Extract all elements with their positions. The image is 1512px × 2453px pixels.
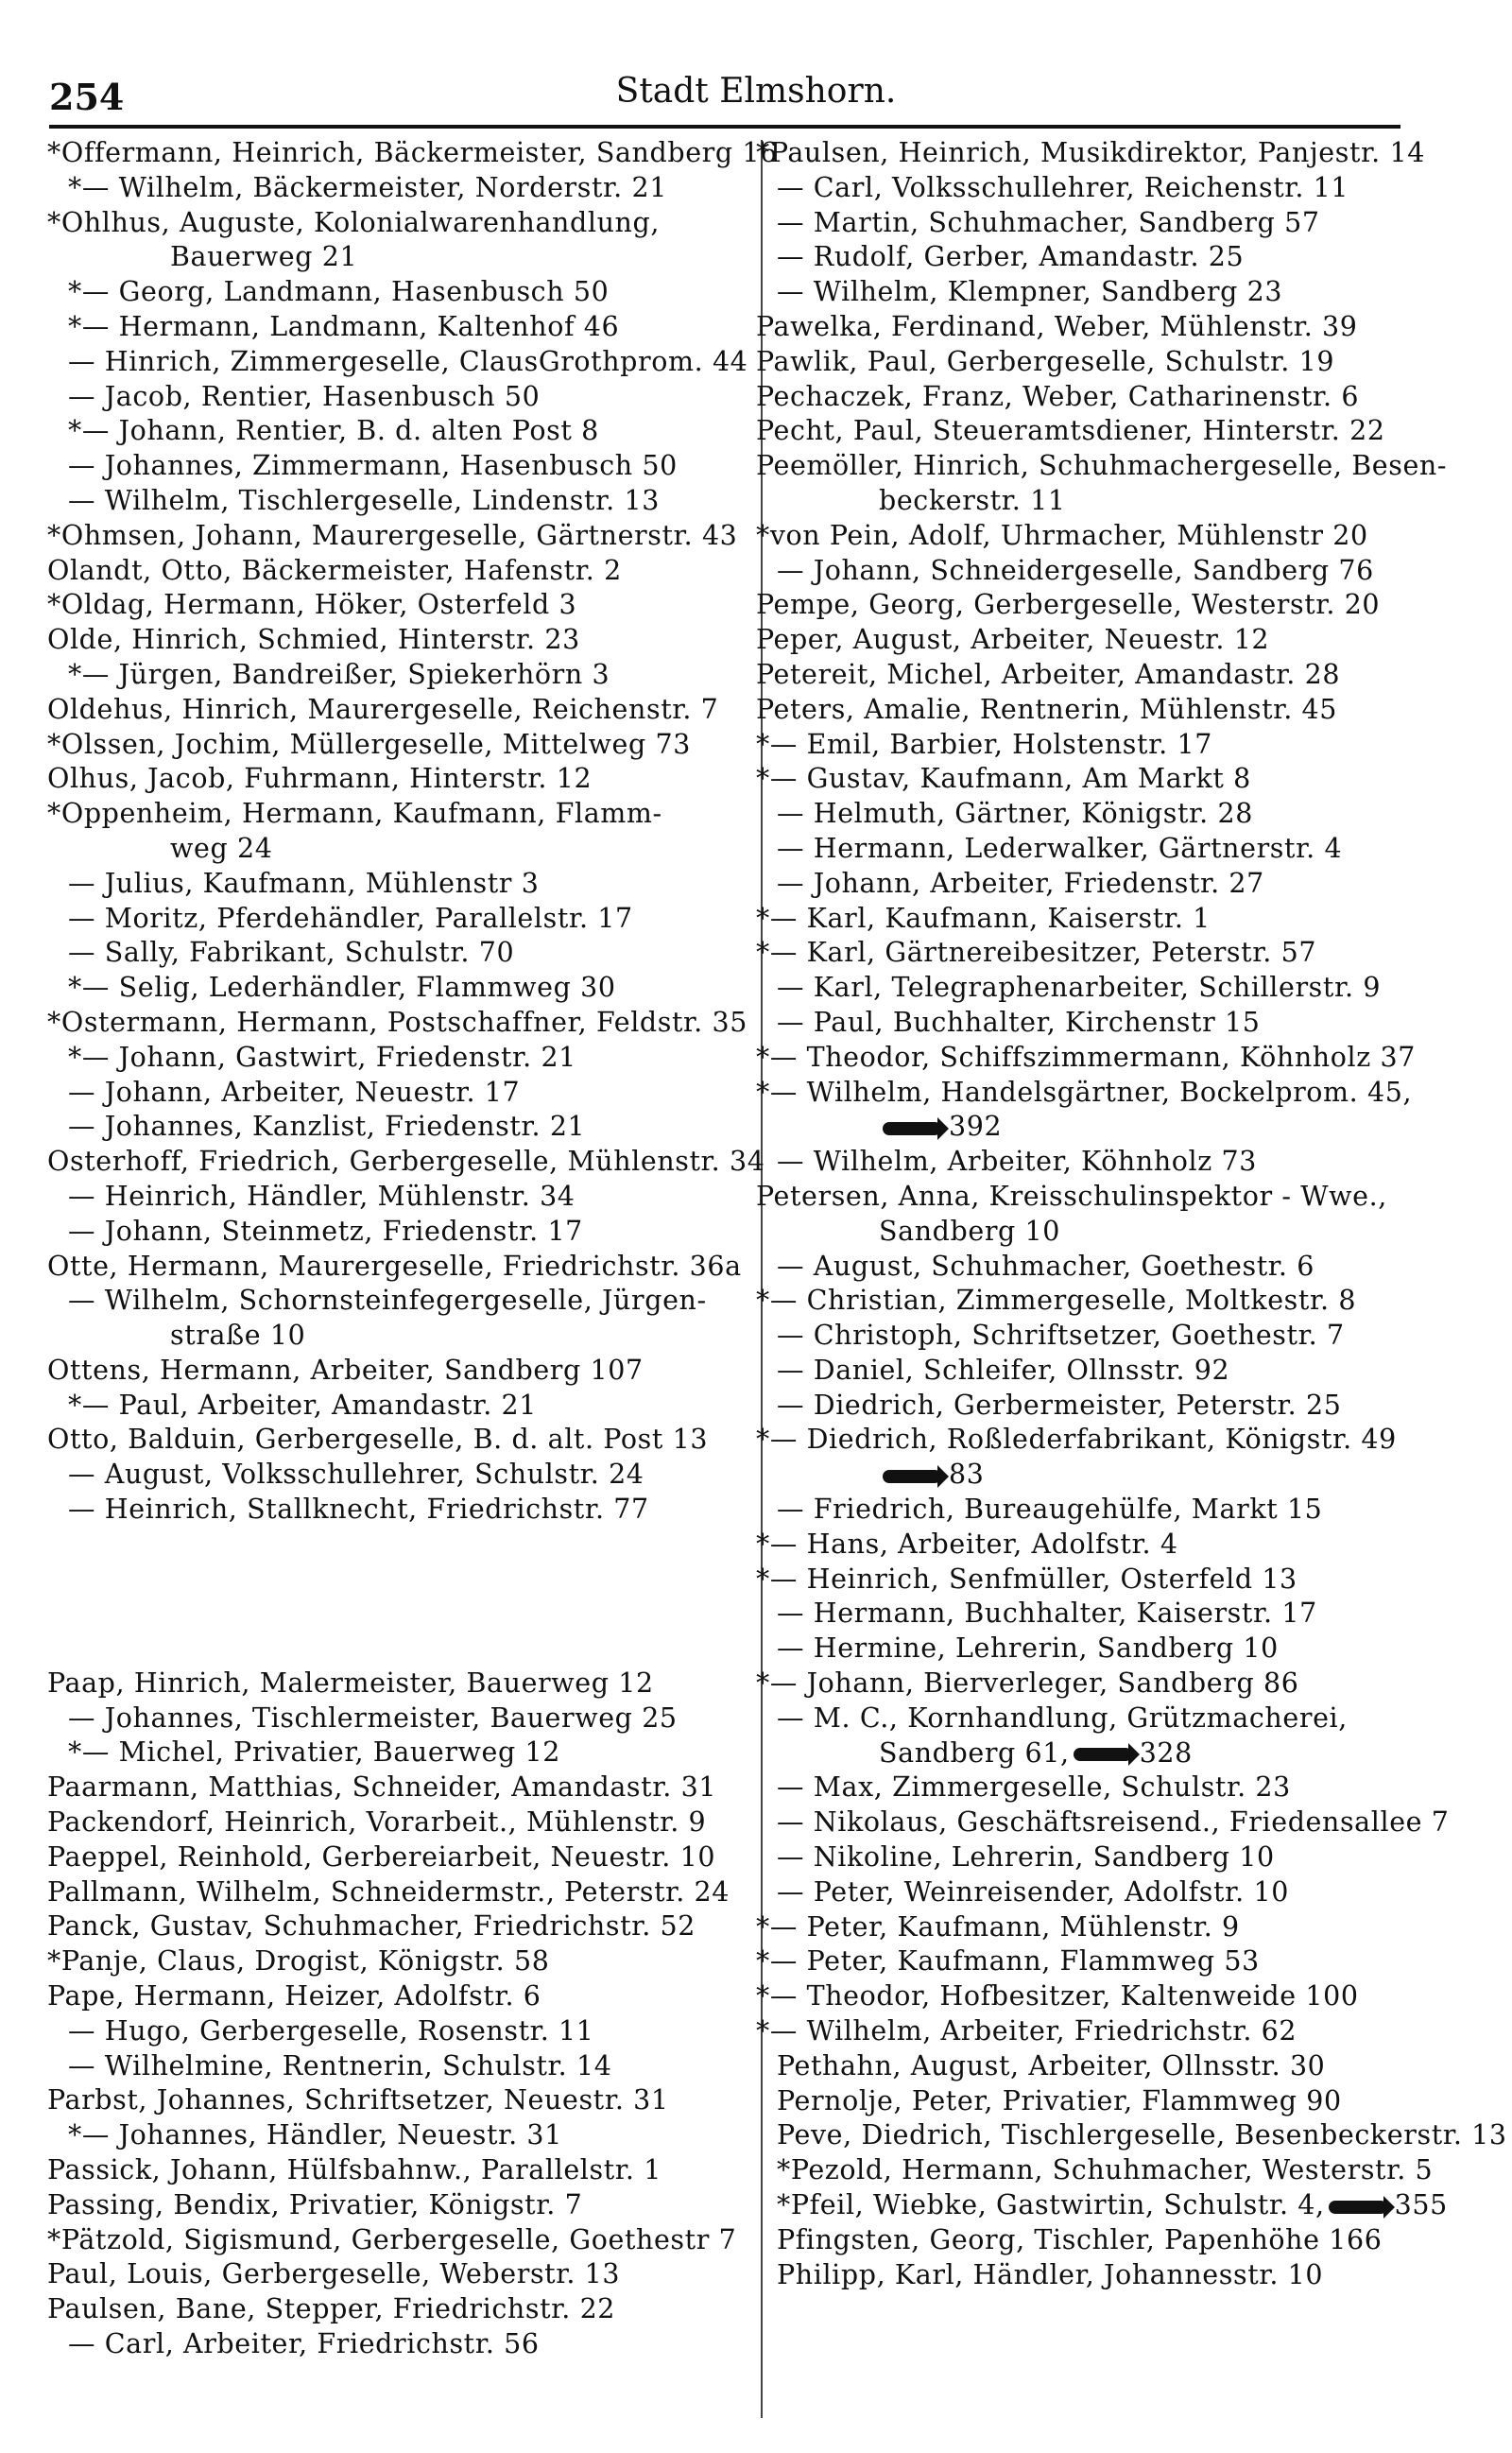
directory-entry: Ottens, Hermann, Arbeiter, Sandberg 107 — [47, 1354, 644, 1386]
directory-entry: *Pezold, Hermann, Schuhmacher, Westerstr. 5 — [777, 2154, 1434, 2186]
directory-entry: *— Selig, Lederhändler, Flammweg 30 — [68, 972, 616, 1004]
directory-entry: *— Paul, Arbeiter, Amandastr. 21 — [68, 1389, 537, 1421]
directory-entry: — August, Volksschullehrer, Schulstr. 24 — [68, 1459, 644, 1491]
directory-entry: — Wilhelm, Tischlergeselle, Lindenstr. 13 — [68, 484, 660, 516]
left-column — [47, 136, 778, 2362]
directory-entry: Petereit, Michel, Arbeiter, Amandastr. 28 — [756, 658, 1341, 690]
directory-entry: — Johannes, Zimmermann, Hasenbusch 50 — [68, 450, 678, 482]
directory-entry: Petersen, Anna, Kreisschulinspektor - Wwe., — [756, 1180, 1387, 1212]
directory-entry: Paul, Louis, Gerbergeselle, Weberstr. 13 — [47, 2258, 621, 2290]
directory-entry: — Peter, Weinreisender, Adolfstr. 10 — [777, 1875, 1289, 1908]
directory-entry: *— Johannes, Händler, Neuestr. 31 — [68, 2119, 562, 2151]
directory-entry: *— Johann, Rentier, B. d. alten Post 8 — [68, 415, 599, 447]
directory-entry: Paeppel, Reinhold, Gerbereiarbeit, Neuestr. 10 — [47, 1840, 716, 1873]
directory-entry: *Paulsen, Heinrich, Musikdirektor, Panjestr. 14 — [756, 137, 1425, 168]
directory-entry: — Sally, Fabrikant, Schulstr. 70 — [68, 937, 515, 969]
right-column — [756, 136, 1507, 2292]
directory-entry: *Oppenheim, Hermann, Kaufmann, Flamm- — [47, 798, 662, 830]
directory-entry: Parbst, Johannes, Schriftsetzer, Neuestr. 31 — [47, 2084, 669, 2116]
directory-entry: *— Hermann, Landmann, Kaltenhof 46 — [68, 310, 620, 342]
directory-entry: — Diedrich, Gerbermeister, Peterstr. 25 — [777, 1389, 1342, 1421]
directory-entry: Pape, Hermann, Heizer, Adolfstr. 6 — [47, 1980, 541, 2012]
directory-entry: — Hermann, Lederwalker, Gärtnerstr. 4 — [777, 832, 1343, 864]
directory-entry: *Olssen, Jochim, Müllergeselle, Mittelweg 73 — [47, 728, 691, 760]
section-gap — [47, 1528, 754, 1667]
header-rule — [49, 125, 1400, 129]
directory-entry: Peemöller, Hinrich, Schuhmachergeselle, Besen- — [756, 450, 1448, 482]
directory-entry: — Hermine, Lehrerin, Sandberg 10 — [777, 1632, 1279, 1665]
directory-entry: — Wilhelm, Arbeiter, Köhnholz 73 — [777, 1146, 1257, 1178]
directory-entry: — Johannes, Kanzlist, Friedenstr. 21 — [68, 1111, 586, 1143]
directory-entry: Packendorf, Heinrich, Vorarbeit., Mühlenstr. 9 — [47, 1806, 707, 1839]
directory-entry: Otto, Balduin, Gerbergeselle, B. d. alt. Post 13 — [47, 1424, 709, 1456]
directory-entry: Paap, Hinrich, Malermeister, Bauerweg 12 — [47, 1667, 654, 1699]
directory-entry: — Paul, Buchhalter, Kirchenstr 15 — [777, 1006, 1261, 1038]
directory-entry: *— Wilhelm, Arbeiter, Friedrichstr. 62 — [756, 2015, 1297, 2047]
directory-entry: Paulsen, Bane, Stepper, Friedrichstr. 22 — [47, 2293, 616, 2325]
directory-entry: Passing, Bendix, Privatier, Königstr. 7 — [47, 2188, 583, 2220]
directory-entry: *— Wilhelm, Bäckermeister, Norderstr. 21 — [68, 171, 667, 203]
directory-entry: — Heinrich, Händler, Mühlenstr. 34 — [68, 1180, 576, 1212]
directory-entry: *— Johann, Gastwirt, Friedenstr. 21 — [68, 1041, 576, 1073]
directory-entry: — Rudolf, Gerber, Amandastr. 25 — [777, 241, 1245, 273]
directory-entry: — Nikolaus, Geschäftsreisend., Friedensallee 7 — [777, 1806, 1450, 1839]
directory-entry: Pfingsten, Georg, Tischler, Papenhöhe 166 — [777, 2223, 1383, 2255]
directory-entry: Pallmann, Wilhelm, Schneidermstr., Peterstr. 24 — [47, 1875, 730, 1908]
telephone-number: 355 — [1394, 2189, 1448, 2221]
telephone-reference — [756, 2188, 1484, 2223]
directory-entry-continuation: weg 24 — [170, 832, 273, 864]
directory-entry: *— Christian, Zimmergeselle, Moltkestr. 8 — [756, 1285, 1357, 1317]
directory-entry: — Moritz, Pferdehändler, Parallelstr. 17 — [68, 902, 633, 934]
directory-entry: Olde, Hinrich, Schmied, Hinterstr. 23 — [47, 624, 580, 656]
directory-entry: Pechaczek, Franz, Weber, Catharinenstr. 6 — [756, 380, 1360, 412]
directory-entry: Pethahn, August, Arbeiter, Ollnsstr. 30 — [777, 2049, 1326, 2082]
directory-entry: *— Jürgen, Bandreißer, Spiekerhörn 3 — [68, 658, 610, 690]
telephone-reference — [756, 1736, 1484, 1771]
directory-entry: — Wilhelm, Klempner, Sandberg 23 — [777, 276, 1283, 308]
directory-entry: Pernolje, Peter, Privatier, Flammweg 90 — [777, 2084, 1342, 2116]
directory-entry: *Panje, Claus, Drogist, Königstr. 58 — [47, 1945, 550, 1978]
directory-entry: *von Pein, Adolf, Uhrmacher, Mühlenstr 20 — [756, 519, 1368, 551]
directory-entry: Peters, Amalie, Rentnerin, Mühlenstr. 45 — [756, 693, 1338, 725]
directory-entry-continuation: Sandberg 10 — [879, 1215, 1061, 1247]
directory-entry: *— Theodor, Schiffszimmermann, Köhnholz 37 — [756, 1041, 1416, 1073]
directory-entry: *— Gustav, Kaufmann, Am Markt 8 — [756, 763, 1251, 795]
directory-entry: *Ostermann, Hermann, Postschaffner, Feldstr. 35 — [47, 1006, 747, 1038]
directory-entry: — Carl, Volksschullehrer, Reichenstr. 11 — [777, 171, 1349, 203]
directory-entry: — Max, Zimmergeselle, Schulstr. 23 — [777, 1771, 1291, 1804]
directory-entry: — Martin, Schuhmacher, Sandberg 57 — [777, 206, 1320, 238]
directory-entry: *— Johann, Bierverleger, Sandberg 86 — [756, 1667, 1299, 1700]
directory-entry: Philipp, Karl, Händler, Johannesstr. 10 — [777, 2258, 1324, 2290]
directory-entry: — August, Schuhmacher, Goethestr. 6 — [777, 1250, 1314, 1282]
directory-entry: — Karl, Telegraphenarbeiter, Schillerstr. 9 — [777, 972, 1382, 1004]
telephone-number: 392 — [949, 1111, 1003, 1143]
directory-entry: *Ohmsen, Johann, Maurergeselle, Gärtnerstr. 43 — [47, 519, 738, 551]
directory-entry: Olandt, Otto, Bäckermeister, Hafenstr. 2 — [47, 554, 622, 586]
directory-entry: — Heinrich, Stallknecht, Friedrichstr. 77 — [68, 1494, 649, 1526]
directory-entry: Paarmann, Matthias, Schneider, Amandastr. 31 — [47, 1771, 717, 1804]
directory-entry: — Julius, Kaufmann, Mühlenstr 3 — [68, 867, 540, 899]
directory-entry: *— Karl, Gärtnereibesitzer, Peterstr. 57 — [756, 937, 1317, 969]
directory-entry: *Oldag, Hermann, Höker, Osterfeld 3 — [47, 589, 577, 621]
telephone-reference — [756, 1458, 1484, 1493]
directory-entry: — Jacob, Rentier, Hasenbusch 50 — [68, 380, 541, 412]
telephone-number: 328 — [1139, 1736, 1193, 1769]
telephone-reference — [756, 1110, 1484, 1145]
directory-entry: *— Hans, Arbeiter, Adolfstr. 4 — [756, 1528, 1178, 1560]
directory-entry: Olhus, Jacob, Fuhrmann, Hinterstr. 12 — [47, 763, 593, 795]
directory-entry: Peper, August, Arbeiter, Neuestr. 12 — [756, 624, 1270, 656]
directory-entry: — Christoph, Schriftsetzer, Goethestr. 7 — [777, 1320, 1345, 1352]
directory-entry: *Ohlhus, Auguste, Kolonialwarenhandlung, — [47, 206, 660, 238]
directory-entry: *— Diedrich, Roßlederfabrikant, Königstr. 49 — [756, 1424, 1397, 1456]
directory-entry-continuation: beckerstr. 11 — [879, 484, 1066, 516]
directory-entry: — Nikoline, Lehrerin, Sandberg 10 — [777, 1841, 1275, 1874]
page-number: 254 — [49, 76, 125, 118]
directory-entry: — Hinrich, Zimmergeselle, ClausGrothprom. 44 — [68, 345, 748, 377]
directory-entry: Peve, Diedrich, Tischlergeselle, Besenbeckerstr. 13 — [777, 2119, 1507, 2151]
directory-entry-continuation: Sandberg 61, — [879, 1736, 1070, 1769]
directory-entry: Panck, Gustav, Schuhmacher, Friedrichstr. 52 — [47, 1910, 696, 1943]
directory-entry: Passick, Johann, Hülfsbahnw., Parallelstr. 1 — [47, 2154, 662, 2186]
directory-entry: — Daniel, Schleifer, Ollnsstr. 92 — [777, 1354, 1230, 1386]
directory-entry: *— Emil, Barbier, Holstenstr. 17 — [756, 728, 1212, 760]
pointing-hand-icon — [1329, 2201, 1387, 2214]
directory-entry: Oldehus, Hinrich, Maurergeselle, Reichenstr. 7 — [47, 693, 719, 725]
directory-entry: — Helmuth, Gärtner, Königstr. 28 — [777, 798, 1253, 830]
directory-entry: *— Georg, Landmann, Hasenbusch 50 — [68, 276, 610, 308]
directory-entry: *Pätzold, Sigismund, Gerbergeselle, Goethestr 7 — [47, 2223, 737, 2255]
directory-entry: *— Michel, Privatier, Bauerweg 12 — [68, 1736, 560, 1769]
pointing-hand-icon — [883, 1470, 941, 1483]
directory-entry: — Wilhelmine, Rentnerin, Schulstr. 14 — [68, 2049, 612, 2082]
directory-entry: — Friedrich, Bureaugehülfe, Markt 15 — [777, 1494, 1323, 1526]
directory-entry: *— Heinrich, Senfmüller, Osterfeld 13 — [756, 1563, 1297, 1595]
directory-entry: *— Peter, Kaufmann, Flammweg 53 — [756, 1945, 1260, 1978]
directory-entry: *— Karl, Kaufmann, Kaiserstr. 1 — [756, 902, 1211, 934]
directory-entry: Pawelka, Ferdinand, Weber, Mühlenstr. 39 — [756, 310, 1358, 342]
directory-entry: — Johannes, Tischlermeister, Bauerweg 25 — [68, 1702, 678, 1734]
directory-entry: *Offermann, Heinrich, Bäckermeister, Sandberg 16 — [47, 137, 778, 168]
directory-entry: — Carl, Arbeiter, Friedrichstr. 56 — [68, 2328, 540, 2360]
directory-entry: — Johann, Arbeiter, Friedenstr. 27 — [777, 867, 1264, 899]
directory-entry: — Johann, Schneidergeselle, Sandberg 76 — [777, 554, 1374, 586]
directory-entry: *— Peter, Kaufmann, Mühlenstr. 9 — [756, 1910, 1240, 1943]
directory-entry: *— Wilhelm, Handelsgärtner, Bockelprom. 45, — [756, 1076, 1413, 1108]
directory-entry: Osterhoff, Friedrich, Gerbergeselle, Mühlenstr. 34 — [47, 1146, 765, 1178]
directory-entry: — Hugo, Gerbergeselle, Rosenstr. 11 — [68, 2014, 594, 2047]
directory-entry: — Johann, Steinmetz, Friedenstr. 17 — [68, 1215, 583, 1247]
pointing-hand-icon — [1074, 1748, 1132, 1761]
directory-entry-continuation: straße 10 — [170, 1320, 306, 1352]
directory-entry: Otte, Hermann, Maurergeselle, Friedrichstr. 36a — [47, 1250, 742, 1282]
directory-entry: Pempe, Georg, Gerbergeselle, Westerstr. 20 — [756, 589, 1381, 621]
directory-entry: *— Theodor, Hofbesitzer, Kaltenweide 100 — [756, 1980, 1359, 2012]
running-head-title: Stadt Elmshorn. — [615, 72, 897, 111]
directory-entry: *Pfeil, Wiebke, Gastwirtin, Schulstr. 4, — [777, 2189, 1325, 2221]
directory-entry: — Wilhelm, Schornsteinfegergeselle, Jürgen- — [68, 1285, 707, 1317]
directory-entry: Pawlik, Paul, Gerbergeselle, Schulstr. 19 — [756, 345, 1335, 377]
directory-entry: — M. C., Kornhandlung, Grützmacherei, — [777, 1702, 1348, 1734]
pointing-hand-icon — [883, 1122, 941, 1135]
directory-entry: — Johann, Arbeiter, Neuestr. 17 — [68, 1076, 521, 1108]
telephone-number: 83 — [949, 1459, 985, 1491]
directory-entry-continuation: Bauerweg 21 — [170, 241, 358, 273]
directory-entry: — Hermann, Buchhalter, Kaiserstr. 17 — [777, 1598, 1317, 1630]
directory-entry: Pecht, Paul, Steueramtsdiener, Hinterstr. 22 — [756, 415, 1385, 447]
